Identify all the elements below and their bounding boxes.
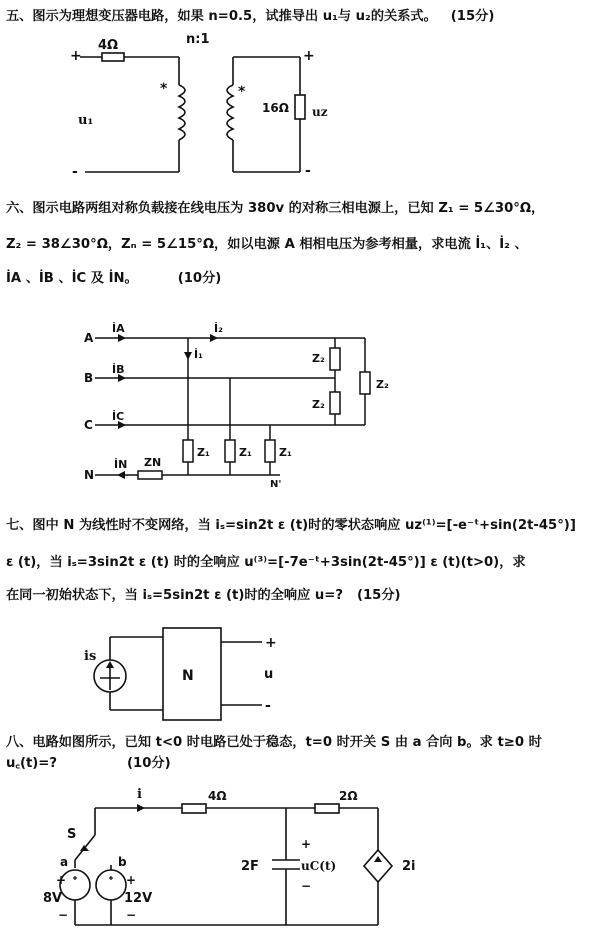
diagram-label: S	[67, 827, 77, 842]
diagram-label: N	[84, 468, 95, 482]
diagram-label: n:1	[186, 32, 210, 47]
diagram-label: 2Ω	[339, 789, 358, 803]
diagram-label: +	[56, 873, 67, 887]
diagram-label: −	[58, 908, 69, 922]
diagram-label: İN	[114, 458, 128, 471]
diagram-label: 2i	[402, 859, 416, 874]
q7-question: 在同一初始状态下，当 iₛ=5sin2t ε (t)时的全响应 u=?	[6, 588, 343, 603]
diagram-label: N	[182, 668, 194, 684]
diagram-label: u₁	[78, 113, 94, 128]
diagram-label: İC	[112, 410, 125, 423]
q7-line1: 七、图中 N 为线性时不变网络，当 iₛ=sin2t ε (t)时的零状态响应 uz⁽¹⁾=[-e⁻ᵗ+sin(2t-45°)]	[6, 518, 576, 533]
diagram-label: -	[72, 164, 78, 180]
diagram-label: 4Ω	[208, 789, 227, 803]
diagram-label: *	[238, 84, 246, 100]
diagram-label: uC(t)	[301, 859, 337, 873]
q6-line1: 六、图示电路两组对称负载接在线电压为 380v 的对称三相电源上，已知 Z₁ = 5∠30°Ω，	[6, 201, 545, 216]
diagram-label: A	[84, 331, 94, 345]
q7-points: (15分)	[356, 588, 401, 603]
diagram-label: +	[301, 837, 312, 851]
diagram-label: Z₁	[279, 446, 292, 459]
diagram-label: −	[126, 908, 137, 922]
diagram-label: İ₁	[194, 348, 203, 361]
diagram-label: -	[265, 698, 271, 714]
diagram-label: is	[84, 649, 97, 664]
q8-line1: 八、电路如图所示，已知 t<0 时电路已处于稳态，t=0 时开关 S 由 a 合向 b。求 t≥0 时	[6, 735, 542, 750]
diagram-label: İ₂	[214, 322, 223, 335]
q8-resistor-4ohm	[182, 804, 206, 813]
diagram-label: +	[70, 48, 82, 64]
diagram-label: uz	[312, 105, 328, 119]
q7-line2: ε (t)，当 iₛ=3sin2t ε (t) 时的全响应 u⁽³⁾=[-7e⁻ᵗ+3sin(2t-45°)] ε (t)(t>0)，求	[6, 555, 526, 570]
q5-points: (15分)	[450, 9, 495, 24]
diagram-label: a	[60, 855, 69, 869]
q8-source-12v	[96, 870, 126, 900]
q6-points: (10分)	[177, 271, 222, 286]
diagram-label: ZN	[144, 456, 162, 469]
diagram-label: Z₁	[239, 446, 252, 459]
diagram-label: -	[305, 163, 311, 179]
q5-statement: 五、图示为理想变压器电路，如果 n=0.5，试推导出 u₁与 u₂的关系式。	[6, 9, 437, 24]
diagram-label: i	[137, 787, 142, 802]
diagram-label: N'	[270, 479, 282, 490]
diagram-label: b	[118, 855, 127, 869]
q8-points: (10分)	[127, 756, 171, 771]
q6-line2: Z₂ = 38∠30°Ω，Zₙ = 5∠15°Ω，如以电源 A 相相电压为参考相量，求电流 İ₁、İ₂ 、	[6, 237, 528, 252]
diagram-label: u	[264, 667, 274, 682]
diagram-label: +	[303, 48, 315, 64]
diagram-label: Z₂	[376, 378, 389, 391]
q8-dependent-source	[364, 850, 392, 882]
diagram-label: İA	[112, 322, 125, 335]
q8-question: u꜀(t)=?	[6, 756, 58, 771]
diagram-label: 8V	[43, 891, 63, 906]
q8-resistor-2ohm	[315, 804, 339, 813]
diagram-label: 12V	[124, 891, 153, 906]
diagram-label: Z₁	[197, 446, 210, 459]
diagram-label: Z₂	[312, 398, 325, 411]
diagram-label: −	[301, 879, 312, 893]
diagram-label: 4Ω	[98, 38, 119, 53]
diagram-label: +	[265, 635, 277, 651]
diagram-label: İB	[112, 363, 125, 376]
diagram-label: Z₂	[312, 352, 325, 365]
q6-currents: İA 、İB 、İC 及 İN。	[6, 271, 138, 286]
diagram-label: C	[84, 418, 93, 432]
diagram-label: *	[160, 81, 168, 97]
diagram-label: 16Ω	[262, 101, 289, 115]
diagram-label: B	[84, 371, 94, 385]
diagram-label: 2F	[241, 859, 259, 874]
diagram-label: +	[126, 873, 137, 887]
